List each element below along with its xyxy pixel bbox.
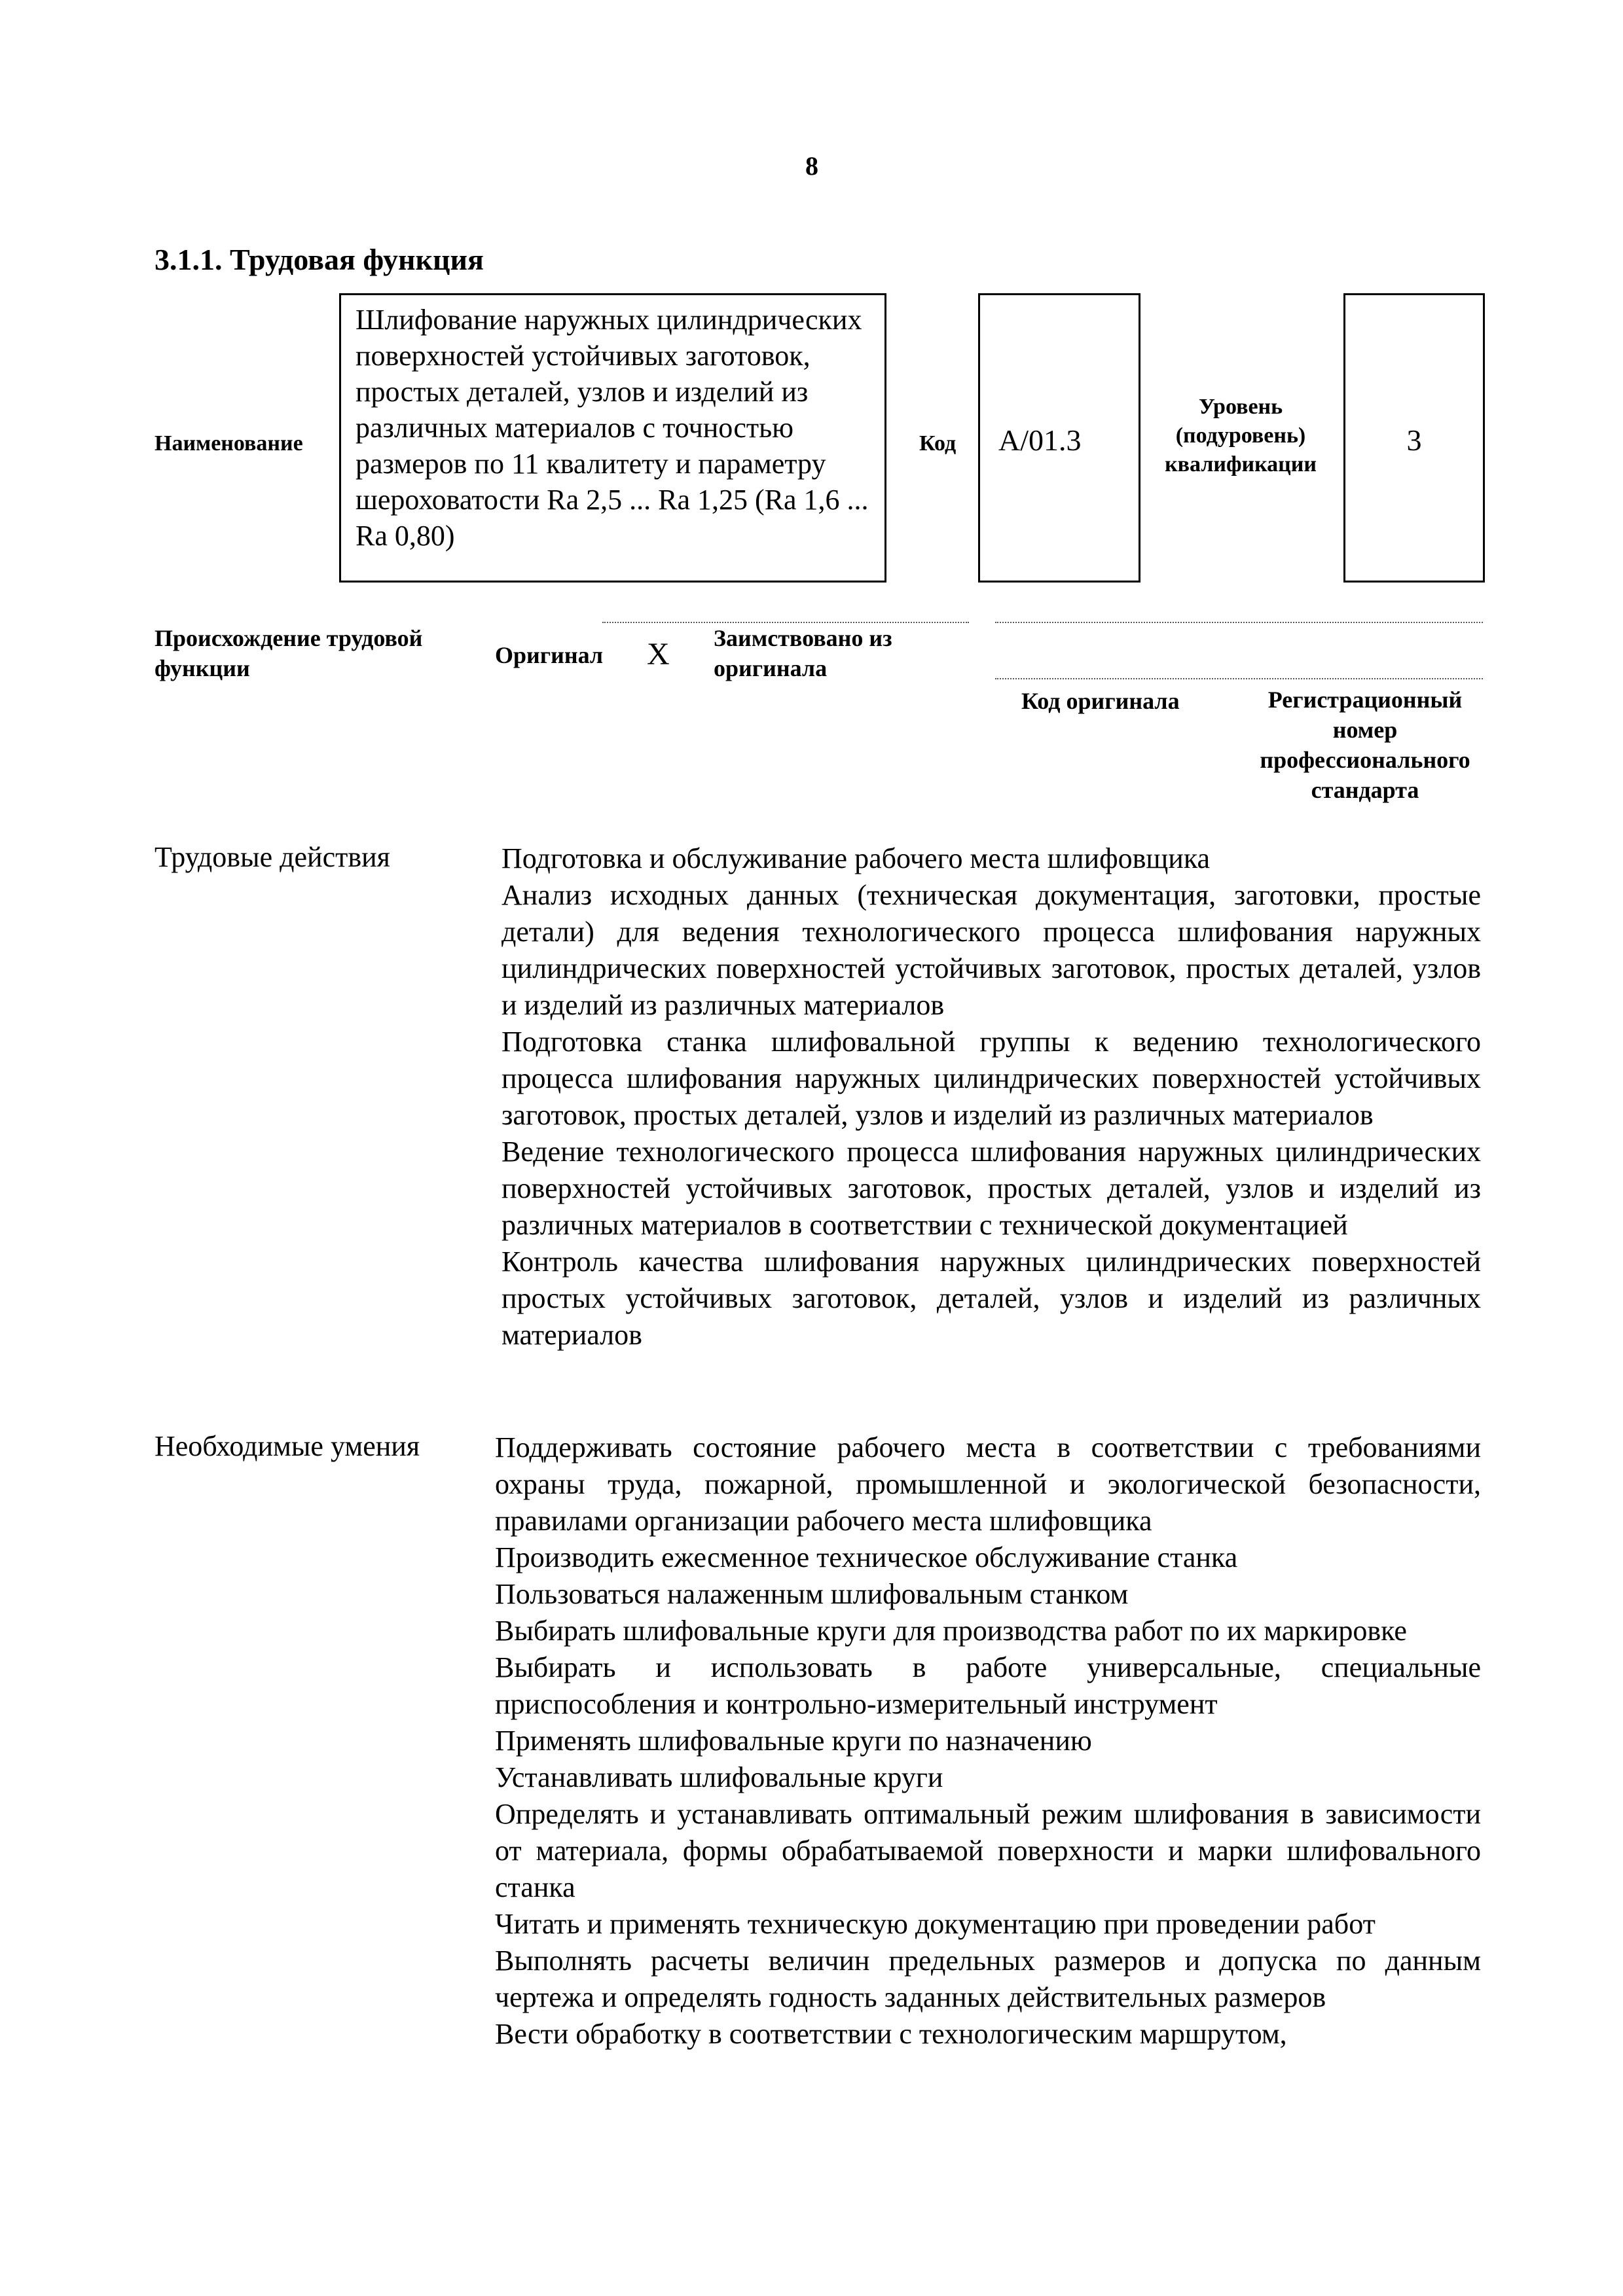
borrowed-label: Заимствовано из оригинала	[714, 625, 892, 681]
list-item: Вести обработку в соответствии с технологическим маршрутом,	[495, 2018, 1287, 2050]
list-item: Выполнять расчеты величин предельных размеров и допуска по данным чертежа и определять годность заданных действительных размеров	[495, 1945, 1481, 2013]
list-item: Применять шлифовальные круги по назначению	[495, 1725, 1092, 1757]
required-skills-label: Необходимые умения	[155, 1430, 420, 1462]
level-label: Уровень (подуровень) квалификации	[1165, 395, 1317, 476]
code-label: Код	[919, 431, 957, 456]
list-item: Поддерживать состояние рабочего места в соответствии с требованиями охраны труда, пожарной, промышленной и экологической безопасности, правилами организации рабочего места шлифовщика	[495, 1431, 1481, 1537]
original-mark: X	[647, 637, 670, 672]
list-item: Определять и устанавливать оптимальный режим шлифования в зависимости от материала, формы обрабатываемой поверхности и марки шлифовального станка	[495, 1798, 1481, 1903]
list-item: Ведение технологического процесса шлифования наружных цилиндрических поверхностей устойчивых заготовок, простых деталей, узлов и изделий из различных материалов в соответствии с технической документацией	[501, 1136, 1481, 1241]
original-label: Оригинал	[495, 642, 604, 668]
list-item: Производить ежесменное техническое обслуживание станка	[495, 1541, 1238, 1573]
level-value: 3	[1343, 293, 1485, 583]
divider	[995, 622, 1483, 623]
list-item: Анализ исходных данных (техническая документация, заготовки, простые детали) для ведения технологического процесса шлифования наружных цилиндрических поверхностей устойчивых заготовок, простых деталей, узлов и изделий из различных материалов	[501, 879, 1481, 1021]
name-label: Наименование	[155, 431, 303, 456]
section-title: 3.1.1. Трудовая функция	[155, 243, 484, 276]
list-item: Читать и применять техническую документацию при проведении работ	[495, 1908, 1376, 1940]
list-item: Устанавливать шлифовальные круги	[495, 1761, 943, 1793]
labor-actions-label: Трудовые действия	[155, 841, 390, 873]
list-item: Выбирать шлифовальные круги для производства работ по их маркировке	[495, 1615, 1407, 1647]
name-value: Шлифование наружных цилиндрических поверхностей устойчивых заготовок, простых деталей, узлов и изделий из различных материалов с точностью размеров по 11 квалитету и параметру шероховатости Ra 2,5 ... Ra 1,25 (Ra 1,6 ... Ra 0,80)	[339, 293, 886, 583]
reg-number-label: Регистрационный номер профессионального стандарта	[1260, 687, 1470, 803]
code-value: A/01.3	[978, 293, 1140, 583]
list-item: Выбирать и использовать в работе универсальные, специальные приспособления и контрольно-измерительный инструмент	[495, 1651, 1481, 1720]
divider	[995, 678, 1483, 679]
list-item: Подготовка станка шлифовальной группы к ведению технологического процесса шлифования наружных цилиндрических поверхностей устойчивых заготовок, простых деталей, узлов и изделий из различных материалов	[501, 1026, 1481, 1131]
page-number: 8	[805, 151, 818, 181]
list-item: Пользоваться налаженным шлифовальным станком	[495, 1578, 1129, 1610]
origin-label: Происхождение трудовой функции	[155, 625, 423, 681]
list-item: Подготовка и обслуживание рабочего места шлифовщика	[501, 842, 1211, 874]
required-skills-list	[495, 1429, 1481, 2053]
labor-actions-list	[501, 840, 1481, 1354]
code-original-label: Код оригинала	[1021, 688, 1180, 714]
list-item: Контроль качества шлифования наружных цилиндрических поверхностей простых устойчивых заготовок, деталей, узлов и изделий из различных материалов	[501, 1246, 1481, 1351]
